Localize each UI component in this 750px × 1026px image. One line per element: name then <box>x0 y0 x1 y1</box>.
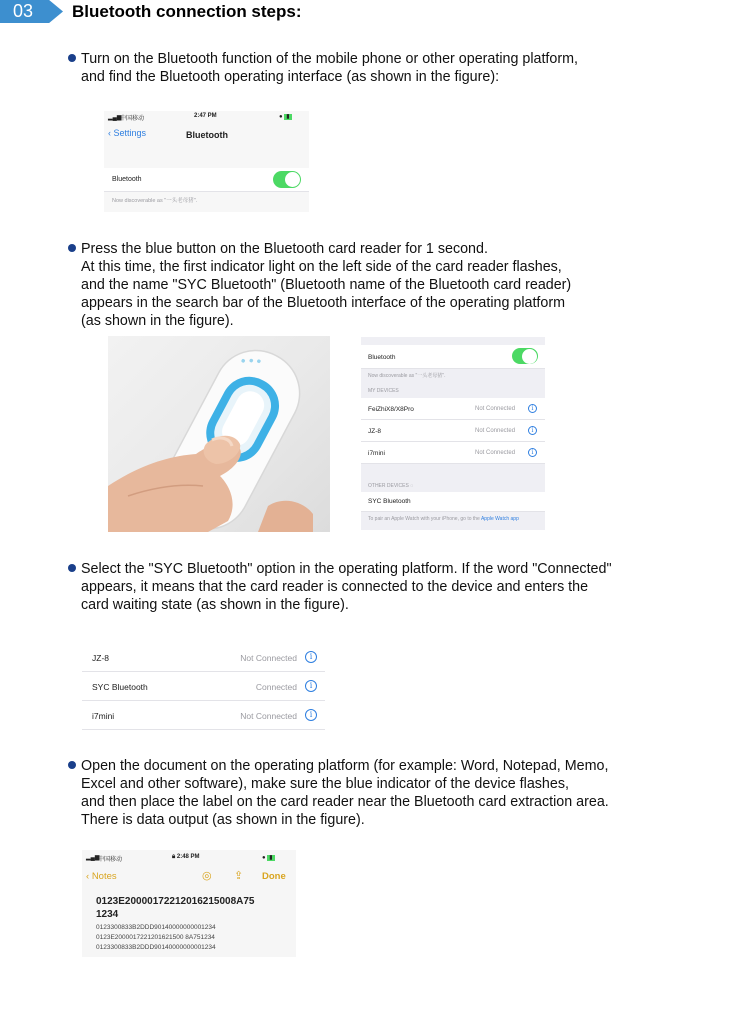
instruction-3 <box>68 560 612 614</box>
instruction-1 <box>68 50 578 86</box>
device-row[interactable] <box>82 643 325 672</box>
back-label: Notes <box>91 871 117 882</box>
loading-spinner-icon: ◌ <box>410 483 414 489</box>
bullet-icon <box>68 54 76 62</box>
text-line: and find the Bluetooth operating interface (as shown in the figure): <box>81 69 500 85</box>
footer-note <box>368 516 543 522</box>
device-status: Connected <box>255 682 297 692</box>
step-badge <box>0 0 63 23</box>
instruction-4 <box>68 757 609 829</box>
text-line: and then place the label on the card reader near the Bluetooth card extraction area. <box>81 794 609 810</box>
discoverable-note: Now discoverable as "一头老母猪". <box>368 373 446 379</box>
row-label: Bluetooth <box>112 176 142 183</box>
discoverable-note: Now discoverable as "一头老母猪". <box>112 198 198 204</box>
section-title: Bluetooth connection steps: <box>72 2 302 21</box>
text-line: Turn on the Bluetooth function of the mobile phone or other operating platform, <box>81 51 578 67</box>
device-name: i7mini <box>368 450 385 457</box>
bullet-icon <box>68 244 76 252</box>
text-line: (as shown in the figure). <box>81 313 234 329</box>
bullet-icon <box>68 564 76 572</box>
lock-icon: 🔒︎ <box>172 854 176 860</box>
note-line: 0123300833B2DDD90140000000001234 <box>96 924 216 931</box>
bluetooth-toggle[interactable] <box>512 348 538 364</box>
text-line: Press the blue button on the Bluetooth card reader for 1 second. <box>81 241 488 257</box>
note-body[interactable] <box>96 923 216 953</box>
note-title <box>96 895 255 921</box>
footer-text: To pair an Apple Watch with your iPhone, go to the <box>368 516 480 522</box>
info-icon[interactable]: i <box>528 448 537 457</box>
nav-bar <box>104 111 309 156</box>
notes-screenshot <box>82 850 296 957</box>
back-button[interactable]: ‹ Notes <box>86 871 117 882</box>
note-title-line: 0123E20000172212016215008A75 <box>96 896 255 907</box>
device-list-screenshot <box>361 337 545 530</box>
done-button[interactable]: Done <box>262 871 286 882</box>
device-status: Not Connected <box>475 406 516 412</box>
clock <box>172 854 200 861</box>
device-row-syc[interactable] <box>361 492 545 512</box>
connected-list-screenshot <box>82 642 325 731</box>
apple-watch-link[interactable]: Apple Watch app <box>480 516 519 522</box>
battery-icon: ● ▮ <box>279 114 290 120</box>
info-icon[interactable]: i <box>305 680 317 692</box>
text-line: Select the "SYC Bluetooth" option in the operating platform. If the word "Connected" <box>81 561 612 577</box>
row-label: Bluetooth <box>368 354 396 361</box>
back-button[interactable]: ‹ Settings <box>108 128 147 138</box>
device-status: Not Connected <box>240 711 297 721</box>
card-reader-photo <box>108 336 330 532</box>
info-icon[interactable]: i <box>528 426 537 435</box>
device-row[interactable] <box>361 420 545 442</box>
clock-time: 2:48 PM <box>176 854 200 860</box>
text-line: appears, it means that the card reader is connected to the device and enters the <box>81 579 589 595</box>
text-line: Excel and other software), make sure the blue indicator of the device flashes, <box>81 776 569 792</box>
my-devices-header: MY DEVICES <box>368 388 399 394</box>
device-status: Not Connected <box>475 450 516 456</box>
info-icon[interactable]: i <box>528 404 537 413</box>
note-line: 0123300833B2DDD90140000000001234 <box>96 944 216 951</box>
share-icon[interactable]: ⇪ <box>234 870 244 882</box>
text-line: card waiting state (as shown in the figure). <box>81 597 349 613</box>
bluetooth-toggle-row[interactable] <box>104 168 309 192</box>
device-row[interactable] <box>361 442 545 464</box>
text-line: appears in the search bar of the Bluetooth interface of the operating platform <box>81 295 566 311</box>
info-icon[interactable]: i <box>305 709 317 721</box>
other-devices-label: OTHER DEVICES <box>368 483 409 489</box>
bluetooth-toggle-row[interactable] <box>361 345 545 369</box>
bluetooth-toggle[interactable] <box>273 171 301 188</box>
device-row[interactable] <box>361 398 545 420</box>
back-label: Settings <box>113 128 147 138</box>
note-line: 0123E2000017221201621500 8A751234 <box>96 934 215 941</box>
text-line: and the name "SYC Bluetooth" (Bluetooth name of the Bluetooth card reader) <box>81 277 572 293</box>
instruction-2 <box>68 240 571 330</box>
clock: 2:47 PM <box>194 113 217 119</box>
bluetooth-settings-screenshot <box>104 111 309 212</box>
other-devices-header <box>368 483 413 489</box>
text-line: At this time, the first indicator light on the left side of the card reader flashes, <box>81 259 562 275</box>
device-name: SYC Bluetooth <box>92 682 148 692</box>
text-line: Open the document on the operating platform (for example: Word, Notepad, Memo, <box>81 758 609 774</box>
card-reader-illustration <box>108 336 330 532</box>
device-name: JZ-8 <box>368 428 381 435</box>
carrier-label: 中国移动 <box>98 857 123 863</box>
signal-icon: ▂▄▆ <box>86 855 100 861</box>
text-line: There is data output (as shown in the figure). <box>81 812 365 828</box>
step-number: 03 <box>12 1 34 21</box>
device-row-syc[interactable] <box>82 672 325 701</box>
battery-icon: ● ▮ <box>262 855 273 861</box>
carrier-label: 中国移动 <box>120 116 145 122</box>
nav-title: Bluetooth <box>186 130 228 140</box>
device-status: Not Connected <box>240 653 297 663</box>
device-name: FeiZhiX8/X8Pro <box>368 406 414 413</box>
info-icon[interactable]: i <box>305 651 317 663</box>
signal-icon: ▂▄▆ <box>108 115 122 121</box>
device-name: JZ-8 <box>92 653 109 663</box>
device-status: Not Connected <box>475 428 516 434</box>
share-people-icon[interactable]: ◎ <box>202 870 212 882</box>
bullet-icon <box>68 761 76 769</box>
device-name: i7mini <box>92 711 115 721</box>
device-row[interactable] <box>82 701 325 730</box>
device-name: SYC Bluetooth <box>368 498 411 505</box>
note-title-line: 1234 <box>96 909 119 920</box>
